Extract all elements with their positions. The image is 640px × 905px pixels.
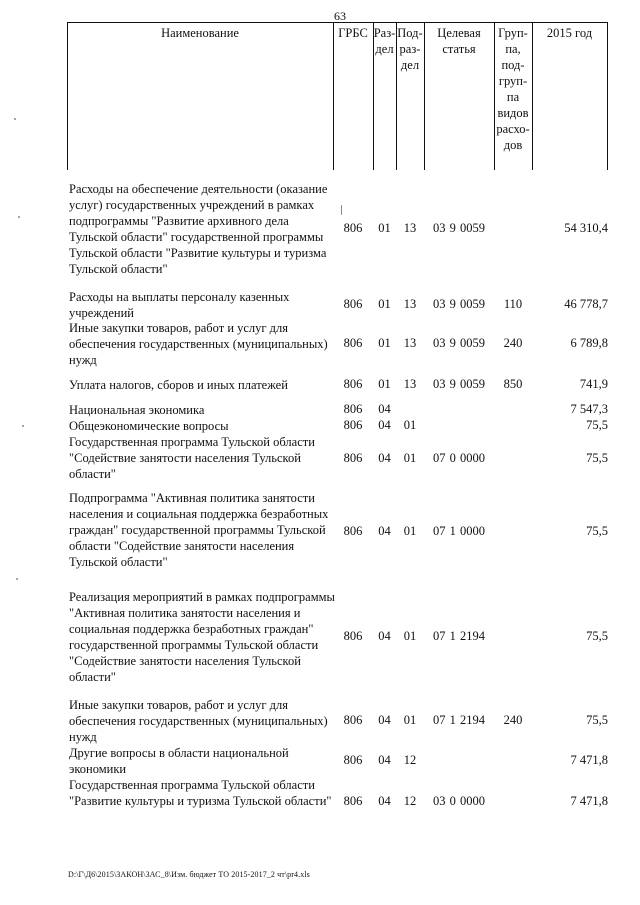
row-razdel: 04	[378, 629, 391, 643]
row-amount: 54 310,4	[564, 221, 608, 235]
row-celevaya: 07 1 2194	[433, 629, 485, 643]
row-podrazdel: 13	[403, 221, 417, 235]
row-grbs: 806	[343, 451, 363, 465]
row-razdel: 01	[378, 377, 391, 391]
row-name: Подпрограмма "Активная политика занятости населения и социальная поддержка безработных граждан" государственной программы Тульской области "Содействие занятости населения Тульской области"	[69, 491, 329, 569]
scan-speck	[18, 216, 20, 218]
header-border-right	[607, 22, 608, 170]
row-podrazdel: 12	[403, 794, 417, 808]
row-podrazdel: 13	[403, 297, 417, 311]
row-amount: 6 789,8	[570, 336, 608, 350]
row-amount: 75,5	[586, 418, 608, 432]
row-razdel: 04	[378, 713, 391, 727]
row-podrazdel: 01	[403, 418, 417, 432]
row-name: Национальная экономика	[69, 403, 205, 417]
row-name: Государственная программа Тульской области "Содействие занятости населения Тульской области"	[69, 435, 315, 481]
header-podrazdel: Под- раз- дел	[397, 26, 423, 72]
row-name: Реализация мероприятий в рамках подпрограммы "Активная политика занятости населения и социальная поддержка безработных граждан" государственной программы Тульской области "Содействие занятости населения Тульской области"	[69, 590, 335, 684]
row-gruppa: 850	[503, 377, 523, 391]
header-top-border	[67, 22, 607, 23]
row-grbs: 806	[343, 418, 363, 432]
row-grbs: 806	[343, 377, 363, 391]
row-gruppa: 240	[503, 336, 523, 350]
row-name: Иные закупки товаров, работ и услуг для обеспечения государственных (муниципальных) нужд	[69, 321, 328, 367]
header-year: 2015 год	[546, 26, 593, 40]
header-border	[532, 22, 533, 170]
row-podrazdel: 01	[403, 524, 417, 538]
row-podrazdel: 13	[403, 377, 417, 391]
scan-speck	[22, 425, 24, 427]
row-podrazdel: 01	[403, 451, 417, 465]
header-razdel: Раз- дел	[373, 26, 396, 56]
row-grbs: 806	[343, 753, 363, 767]
row-amount: 75,5	[586, 629, 608, 643]
row-amount: 75,5	[586, 524, 608, 538]
row-razdel: 04	[378, 418, 391, 432]
row-razdel: 04	[378, 794, 391, 808]
row-name: Расходы на обеспечение деятельности (оказание услуг) государственных учреждений в рамках подпрограммы "Развитие архивного дела Тульской области" государственной программы Тульской области "Развитие культуры и туризма Тульской области"	[69, 182, 328, 276]
row-razdel: 01	[378, 297, 391, 311]
row-grbs: 806	[343, 221, 363, 235]
row-name: Уплата налогов, сборов и иных платежей	[69, 378, 288, 392]
header-border-left	[67, 22, 68, 170]
header-grbs: ГРБС	[338, 26, 368, 40]
row-name: Общеэкономические вопросы	[69, 419, 229, 433]
row-razdel: 04	[378, 753, 391, 767]
row-gruppa: 240	[503, 713, 523, 727]
header-border	[333, 22, 334, 170]
row-razdel: 01	[378, 221, 391, 235]
scan-speck	[14, 118, 16, 120]
row-name: Расходы на выплаты персоналу казенных учреждений	[69, 290, 290, 320]
row-razdel: 04	[378, 451, 391, 465]
row-amount: 7 471,8	[570, 753, 608, 767]
row-celevaya: 07 1 2194	[433, 713, 485, 727]
header-name: Наименование	[161, 26, 239, 40]
row-amount: 741,9	[579, 377, 608, 391]
row-celevaya: 03 9 0059	[433, 377, 485, 391]
row-celevaya: 07 0 0000	[433, 451, 485, 465]
row-amount: 75,5	[586, 713, 608, 727]
row-gruppa: 110	[503, 297, 523, 311]
row-podrazdel: 01	[403, 629, 417, 643]
footer-file-path: D:\Г\Д6\2015\ЗАКОН\ЗАС_8\Изм. бюджет ТО 2015-2017_2 чт\pr4.xls	[68, 870, 310, 879]
row-razdel: 04	[378, 524, 391, 538]
row-grbs: 806	[343, 794, 363, 808]
row-amount: 46 778,7	[564, 297, 608, 311]
row-celevaya: 03 9 0059	[433, 221, 485, 235]
row-grbs: 806	[343, 629, 363, 643]
row-razdel: 04	[378, 402, 391, 416]
row-name: Государственная программа Тульской области "Развитие культуры и туризма Тульской области"	[69, 778, 332, 808]
row-grbs: 806	[343, 524, 363, 538]
header-celevaya: Целевая статья	[437, 26, 481, 56]
row-podrazdel: 12	[403, 753, 417, 767]
row-podrazdel: 13	[403, 336, 417, 350]
header-gruppa: Груп- па, под- груп- па видов расхо- дов	[496, 26, 530, 152]
row-grbs: 806	[343, 336, 363, 350]
row-grbs: 806	[343, 402, 363, 416]
row-celevaya: 03 9 0059	[433, 336, 485, 350]
row-name: Иные закупки товаров, работ и услуг для обеспечения государственных (муниципальных) нужд	[69, 698, 328, 744]
page-number: 63	[334, 9, 346, 23]
row-grbs: 806	[343, 297, 363, 311]
scan-speck	[16, 578, 18, 580]
row-amount: 7 547,3	[570, 402, 608, 416]
row-grbs: 806	[343, 713, 363, 727]
row-name: Другие вопросы в области национальной экономики	[69, 746, 289, 776]
row-celevaya: 03 9 0059	[433, 297, 485, 311]
row-celevaya: 03 0 0000	[433, 794, 485, 808]
row-amount: 75,5	[586, 451, 608, 465]
row-amount: 7 471,8	[570, 794, 608, 808]
row-razdel: 01	[378, 336, 391, 350]
row-celevaya: 07 1 0000	[433, 524, 485, 538]
row-podrazdel: 01	[403, 713, 417, 727]
scan-speck	[341, 205, 342, 215]
